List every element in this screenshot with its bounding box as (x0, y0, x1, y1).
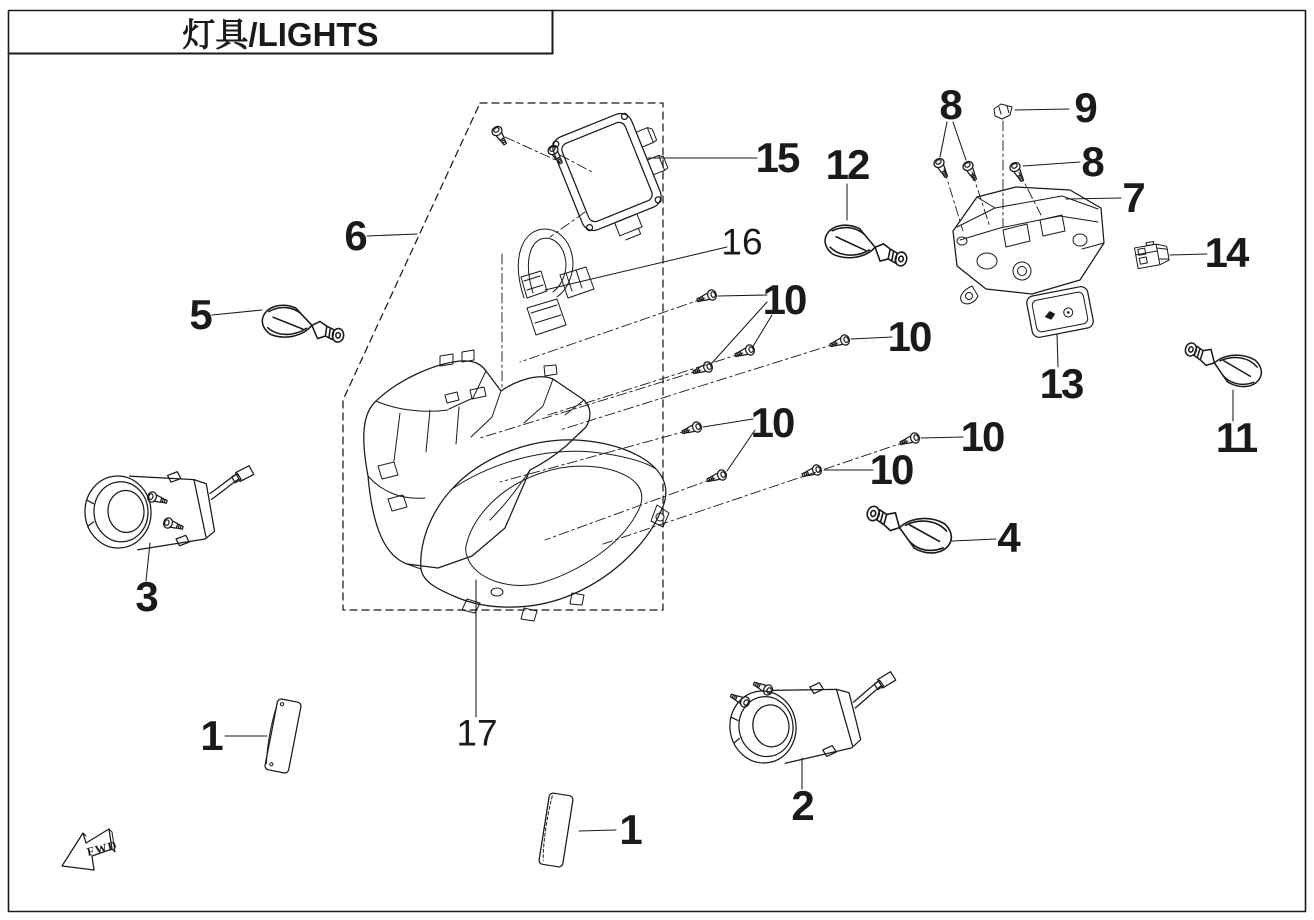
part-8-screw (961, 160, 979, 182)
callout-2: 2 (791, 782, 813, 829)
callout-10-a: 10 (762, 276, 806, 323)
part-2-adjuster-screw (729, 691, 751, 709)
callout-14: 14 (1204, 229, 1248, 276)
callout-12: 12 (825, 141, 869, 188)
part-14-connector (1134, 239, 1170, 268)
assembly-boundary-dashed-box (343, 103, 663, 610)
part-8-screw (932, 157, 950, 179)
callout-6: 6 (344, 212, 366, 259)
part-16-bulb-holder (518, 229, 594, 335)
part-8-screw (1008, 161, 1026, 183)
part-11-rear-turn-signal (1180, 339, 1266, 392)
part-12-front-turn-signal (822, 221, 911, 270)
page-border (9, 11, 1306, 912)
part-3-adjuster-screw (162, 517, 184, 533)
callout-5: 5 (189, 291, 211, 338)
callout-7: 7 (1122, 174, 1144, 221)
part-9-clip (994, 104, 1012, 119)
callout-9: 9 (1074, 84, 1096, 131)
callout-4: 4 (997, 514, 1019, 561)
callout-8-top: 8 (939, 81, 961, 128)
callout-10-e: 10 (869, 446, 913, 493)
part-2-adjuster-screw (752, 679, 774, 697)
part-2-headlamp-unit (725, 671, 905, 770)
callout-10-c: 10 (750, 399, 794, 446)
callout-11: 11 (1215, 414, 1257, 461)
callout-17: 17 (456, 712, 498, 754)
part-15-control-module (549, 104, 687, 253)
part-1-reflector-strip-bottom (539, 793, 574, 868)
part-4-rear-turn-signal (861, 502, 955, 558)
part-5-front-turn-signal (260, 302, 346, 345)
title-block (8, 10, 553, 54)
part-3-headlamp-unit (82, 465, 258, 553)
callout-15: 15 (755, 134, 799, 181)
callout-13: 13 (1039, 360, 1083, 407)
fwd-direction-arrow (62, 829, 119, 870)
callout-1-bottom: 1 (619, 806, 641, 853)
callout-16: 16 (721, 221, 763, 263)
callout-8-right: 8 (1081, 138, 1103, 185)
callout-10-b: 10 (887, 313, 931, 360)
fwd-label: FWD (85, 837, 119, 859)
callout-10-d: 10 (960, 413, 1004, 460)
part-1-reflector-strip-left (263, 698, 302, 774)
page-title: 灯具/LIGHTS (182, 15, 379, 53)
part-6-screw (490, 125, 509, 147)
callout-3: 3 (135, 573, 157, 620)
callout-1-left: 1 (200, 712, 222, 759)
